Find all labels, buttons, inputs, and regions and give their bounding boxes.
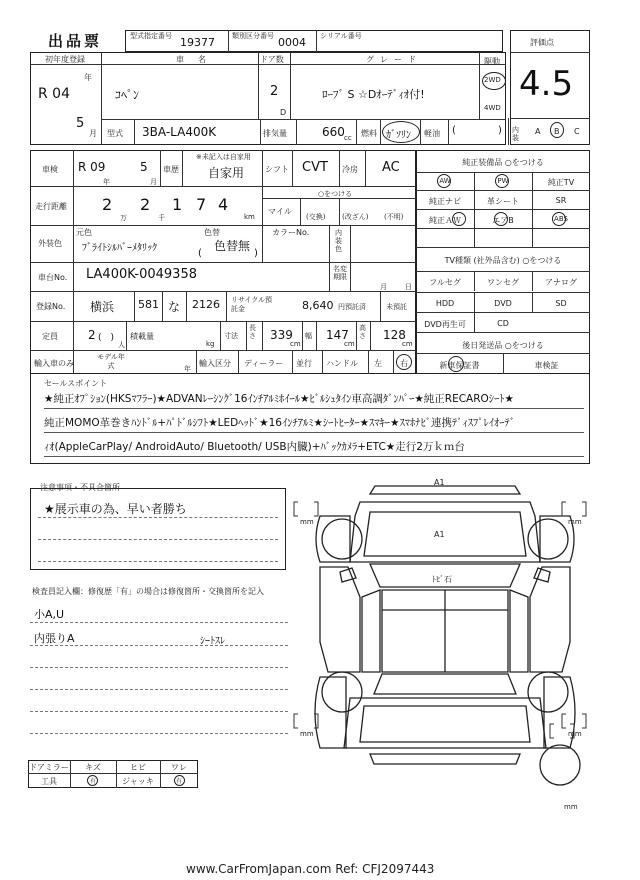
fuel-blank-close: ) [498, 125, 502, 136]
door-value: 2 [270, 84, 279, 99]
color-change-blank-close: ) [254, 248, 258, 259]
equip-abs: ABS [554, 215, 568, 223]
color-label: 外装色 [38, 239, 62, 248]
use-value: 自家用 [208, 166, 245, 180]
color-orig-label: 元色 [76, 228, 92, 237]
car-name-label: 車名 [176, 55, 220, 64]
length-value: 339 [270, 328, 293, 342]
displacement-unit: cc [344, 134, 352, 142]
color-change-label: 色替 [204, 228, 220, 237]
meter-option-exchange: (交換) [306, 213, 326, 221]
displacement-label: 排気量 [263, 129, 287, 138]
nav-sd: SD [555, 299, 567, 308]
right-label: 右 [400, 359, 408, 368]
fuel-label: 燃料 [361, 129, 377, 138]
color-change-blank-open: ( [198, 248, 202, 259]
tool-label: 工具 [41, 777, 57, 786]
reg-kana: な [168, 300, 181, 314]
tire-rr-unit: mm [568, 730, 582, 738]
tire-fr-unit: mm [568, 518, 582, 526]
capacity-value: 2 [88, 328, 96, 342]
nav-dvd: DVD [494, 299, 512, 308]
equip-aw: AW [439, 177, 451, 185]
inspector-line-2b: ｼｰﾄｽﾚ [200, 636, 225, 647]
import-type-label: 輸入区分 [199, 359, 231, 368]
length-unit: cm [290, 340, 301, 348]
interior-b: B [554, 127, 560, 136]
import-label: 輸入車のみ [34, 359, 74, 368]
reg-class: 581 [138, 298, 159, 311]
grade-label: グレード [366, 55, 422, 64]
drive-2wd: 2WD [484, 76, 501, 84]
serial-label: シリアル番号 [320, 32, 362, 40]
height-label: 高さ [359, 324, 366, 340]
inspection-month: 5 [140, 160, 148, 174]
docs-warranty: 新車保証書 [439, 361, 480, 370]
parallel-label: 並行 [296, 359, 312, 368]
dims-label: 寸法 [224, 332, 238, 340]
legend-crack: ヒビ [130, 763, 146, 772]
model-label: 型式 [107, 129, 123, 138]
first-reg-month-unit: 月 [89, 129, 97, 138]
fuel-value: ｶﾞｿﾘﾝ [386, 130, 411, 141]
hood-mark: A1 [434, 530, 445, 539]
meter-circle-note: ○をつける [318, 190, 353, 198]
reg-number: 2126 [192, 298, 220, 311]
left-label: 左 [374, 359, 382, 368]
recycle-suffix: 円預託済 [338, 303, 366, 311]
tire-rl-unit: mm [300, 730, 314, 738]
capacity-unit: 人 [118, 341, 125, 349]
tire-fl-unit: mm [300, 518, 314, 526]
model-value: 3BA-LA400K [142, 125, 217, 139]
equip-airbag: エアB [492, 216, 514, 225]
tv-oneseg: ワンセグ [487, 278, 519, 287]
chassis-label: 車台No. [38, 273, 68, 282]
watermark: www.CarFromJapan.com Ref: CFJ2097443 [186, 862, 435, 876]
height-unit: cm [402, 340, 413, 348]
inspector-line-2: 内張りA [34, 632, 75, 645]
docs-inspection: 車検証 [534, 361, 559, 370]
car-damage-diagram [290, 472, 595, 812]
shift-label: シフト [265, 165, 289, 174]
inspector-line-1: 小A,U [34, 608, 65, 621]
mileage-digit-1: 2 [102, 195, 113, 214]
meter-option-tampered: (改ざん) [342, 213, 369, 221]
width-value: 147 [326, 328, 349, 342]
mileage-digit-4: 7 [196, 195, 207, 214]
page-title: 出品票 [48, 32, 103, 50]
interior-a: A [535, 127, 541, 136]
mileage-unit-sen: 千 [158, 214, 165, 222]
mileage-unit-km: km [244, 213, 255, 221]
interior-label: 内装 [512, 126, 519, 142]
tv-analog: アナログ [545, 278, 577, 287]
score-label: 評価点 [530, 38, 554, 47]
model-cert-value: 19377 [180, 36, 215, 49]
mileage-unit-man: 万 [120, 214, 127, 222]
legend-mirror: ドアミラー [29, 763, 69, 772]
equip-sr: SR [555, 196, 567, 205]
load-label: 積載量 [130, 332, 154, 341]
category-label: 類別区分番号 [232, 32, 274, 40]
interior-c: C [574, 127, 580, 136]
mileage-label: 走行距離 [35, 202, 67, 211]
length-label: 長さ [249, 324, 256, 340]
tv-label: TV種類 (社外品含む) ○をつける [444, 256, 562, 265]
first-reg-era: R 04 [38, 86, 70, 102]
docs-label: 後日発送品 ○をつける [462, 341, 544, 350]
recycle-alt: 未預託 [386, 303, 407, 311]
use-note: ※未記入は自家用 [196, 153, 251, 161]
reg-area: 横浜 [90, 300, 115, 314]
jack-label: ジャッキ [122, 777, 154, 786]
inspection-label: 車検 [42, 165, 58, 174]
recycle-value: 8,640 [302, 299, 334, 312]
tire-spare [540, 745, 580, 785]
equip-genuine-aw: 純正ＡＷ [429, 216, 461, 225]
width-unit: cm [344, 340, 355, 348]
inspection-year-unit: 年 [103, 178, 110, 186]
inspection-value: R 09 [78, 160, 106, 174]
use-label: 車歴 [163, 165, 179, 174]
genuine-label: 純正装備品 ○をつける [462, 158, 544, 167]
recycle-label: リサイクル預託金 [231, 296, 273, 313]
mileage-digit-2: 2 [140, 195, 151, 214]
notes-label: 注意事項・不具合箇所 [40, 483, 120, 492]
name-change-month: 月 [380, 283, 387, 291]
front-bumper-mark: A1 [434, 478, 445, 487]
shift-value: CVT [302, 160, 328, 175]
reg-label: 登録No. [36, 302, 66, 311]
nav-dvd-play: DVD再生可 [424, 320, 466, 329]
notes-line-1: ★展示車の為、早い者勝ち [44, 502, 187, 516]
tv-fullseg: フルセグ [429, 278, 461, 287]
color-value: ﾌﾞﾗｲﾄｼﾙﾊﾞｰﾒﾀﾘｯｸ [82, 243, 157, 254]
score-value: 4.5 [519, 64, 574, 104]
car-name-value: ｺﾍﾟﾝ [115, 88, 140, 102]
model-year-unit: 年 [184, 365, 191, 373]
door-label: ドア数 [260, 55, 284, 64]
first-reg-year-unit: 年 [84, 73, 92, 82]
colorno-label: カラーNo. [272, 228, 310, 237]
interior-color-label: 内装色 [335, 229, 342, 253]
capacity-label: 定員 [42, 332, 58, 341]
mileage-digit-3: 1 [172, 195, 183, 214]
legend-scratch: キズ [85, 763, 101, 772]
sales-line-3: ｨｵ(AppleCarPlay/ AndroidAuto/ Bluetooth/ USB内臓)+ﾊﾞｯｸｶﾒﾗ+ETC★走行2万ｋｍ台 [44, 441, 465, 453]
tire-front-left [322, 519, 362, 559]
height-value: 128 [383, 328, 406, 342]
inspection-month-unit: 月 [150, 178, 157, 186]
category-value: 0004 [278, 36, 306, 49]
ac-label: 冷房 [342, 165, 358, 174]
drive-label: 駆動 [484, 57, 500, 66]
sales-line-1: ★純正ｵﾌﾟｼｮﾝ(HKSﾏﾌﾗｰ)★ADVANﾚｰｼﾝｸﾞ16ｲﾝﾁｱﾙﾐﾎｲｰﾙ★ﾋﾞﾙｼｭﾀｲﾝ車高調ﾀﾞﾝﾊﾟｰ★純正RECAROｼｰﾄ★ [44, 393, 514, 405]
fuel-blank-open: ( [452, 125, 456, 136]
capacity-blank: ( ) [98, 333, 115, 343]
load-unit: kg [206, 340, 215, 348]
door-suffix: D [280, 108, 287, 117]
handle-label: ハンドル [326, 359, 358, 368]
dealer-label: ディーラー [244, 359, 284, 368]
tire-rear-right [528, 672, 568, 712]
sales-points-label: セールスポイント [44, 379, 108, 388]
sales-line-2: 純正MOMO革巻きﾊﾝﾄﾞﾙ+ﾊﾟﾄﾞﾙｼﾌﾄ★LEDﾍｯﾄﾞ★16ｲﾝﾁｱﾙﾐ★ｼｰﾄﾋｰﾀｰ★ｽﾏｷｰ★ｽﾏﾎﾅﾋﾞ連携ﾃﾞｨｽﾌﾟﾚｲｵｰﾃﾞ [44, 417, 515, 429]
windshield-mark: ﾄﾋﾞ石 [432, 575, 452, 584]
displacement-value: 660 [322, 125, 345, 139]
tire-spare-unit: mm [564, 803, 578, 811]
equip-pw: PW [497, 177, 509, 185]
equip-leather: 革シート [487, 197, 519, 206]
first-reg-month: 5 [76, 116, 85, 131]
mileage-digit-5: 4 [218, 195, 229, 214]
equip-tv: 純正TV [547, 178, 575, 187]
tool-have: 有 [89, 778, 96, 785]
meter-option-unknown: (不明) [384, 213, 404, 221]
equip-nav: 純正ナビ [429, 197, 461, 206]
grade-value: ﾛｰﾌﾞ S ☆Dｵｰﾃﾞｨｵ付! [322, 88, 425, 101]
tire-front-right [528, 519, 568, 559]
drive-4wd: 4WD [484, 104, 501, 112]
width-label: 幅 [305, 332, 312, 340]
color-change-value: 色替無 [214, 239, 251, 253]
model-year-label: モデル年式 [97, 353, 125, 370]
legend-break: ワレ [171, 763, 187, 772]
name-change-day: 日 [405, 283, 412, 291]
nav-hdd: HDD [435, 299, 455, 308]
name-change-label: 名変期限 [333, 265, 347, 281]
tire-rear-left [322, 672, 362, 712]
ac-value: AC [382, 160, 400, 175]
meter-label: マイル [268, 207, 292, 216]
nav-cd: CD [497, 319, 509, 328]
inspector-label: 検査員記入欄：修復歴「有」の場合は修復箇所・交換箇所を記入 [32, 587, 264, 596]
chassis-value: LA400K-0049358 [86, 267, 197, 282]
first-reg-label: 初年度登録 [45, 55, 85, 64]
model-cert-label: 型式指定番号 [130, 32, 172, 40]
jack-have: 有 [175, 778, 182, 785]
light-oil-label: 軽油 [424, 129, 440, 138]
